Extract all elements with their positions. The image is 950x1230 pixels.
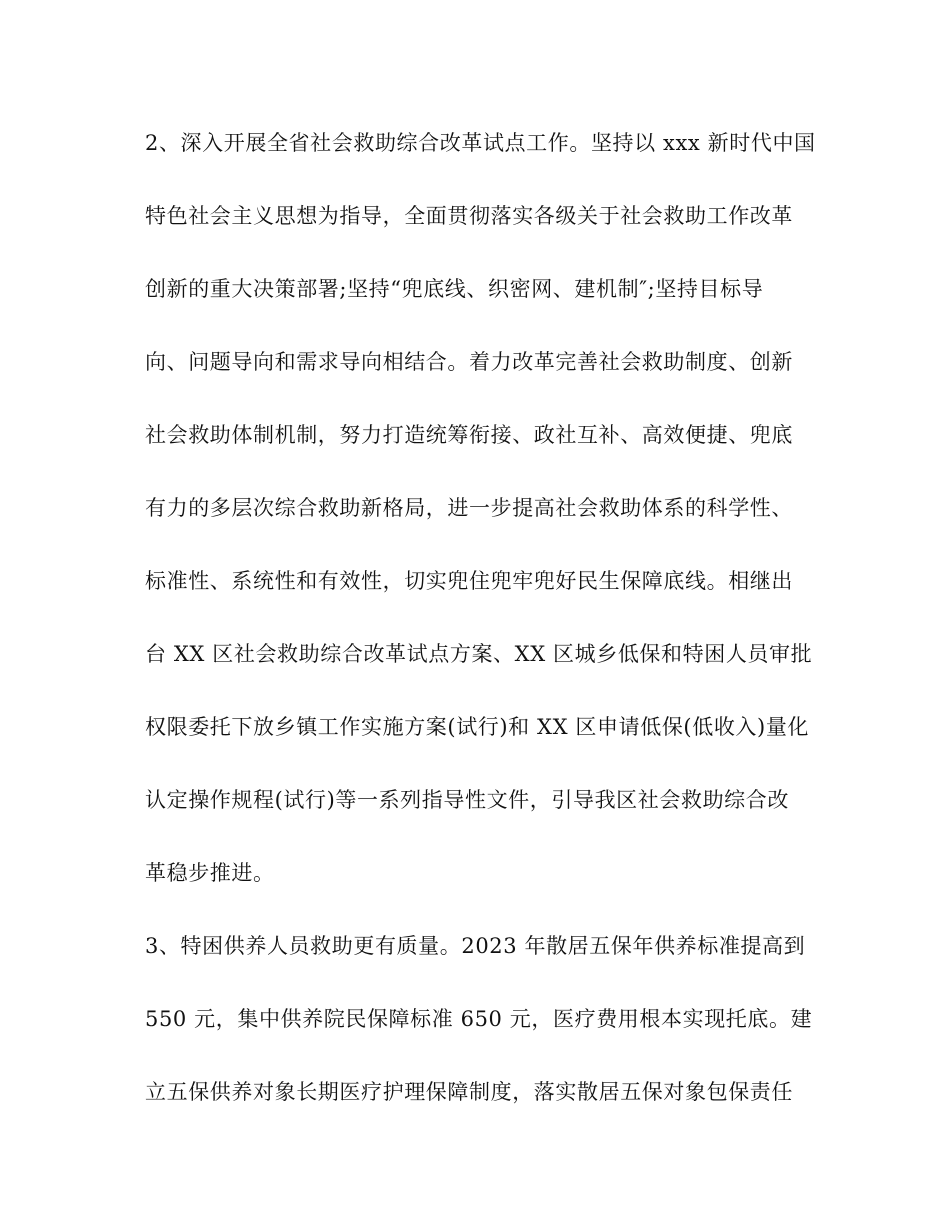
paragraph-2-line-2: 特色社会主义思想为指导，全面贯彻落实各级关于社会救助工作改革	[145, 204, 793, 228]
paragraph-2-line-3: 创新的重大决策部署;坚持“兜底线、织密网、建机制″;坚持目标导	[145, 277, 764, 301]
paragraph-2-line-7: 标准性、系统性和有效性，切实兜住兜牢兜好民生保障底线。相继出	[145, 569, 793, 593]
paragraph-3-line-2: 550 元，集中供养院民保障标准 650 元，医疗费用根本实现托底。建	[145, 1007, 813, 1031]
paragraph-2-line-10: 认定操作规程(试行)等一系列指导性文件，引导我区社会救助综合改	[145, 788, 789, 812]
paragraph-2-line-5: 社会救助体制机制，努力打造统筹衔接、政社互补、高效便捷、兜底	[145, 423, 793, 447]
paragraph-2-line-1: 2、深入开展全省社会救助综合改革试点工作。坚持以 xxx 新时代中国	[145, 131, 816, 155]
paragraph-3-line-1: 3、特困供养人员救助更有质量。2023 年散居五保年供养标准提高到	[145, 934, 806, 958]
paragraph-2-line-8: 台 XX 区社会救助综合改革试点方案、XX 区城乡低保和特困人员审批	[145, 642, 813, 666]
paragraph-2-line-9: 权限委托下放乡镇工作实施方案(试行)和 XX 区申请低保(低收入)量化	[145, 715, 810, 739]
paragraph-3-line-3: 立五保供养对象长期医疗护理保障制度，落实散居五保对象包保责任	[145, 1080, 793, 1104]
paragraph-2-line-4: 向、问题导向和需求导向相结合。着力改革完善社会救助制度、创新	[145, 350, 793, 374]
paragraph-2-line-6: 有力的多层次综合救助新格局，进一步提高社会救助体系的科学性、	[145, 496, 793, 520]
paragraph-2-line-11: 革稳步推进。	[145, 861, 275, 885]
